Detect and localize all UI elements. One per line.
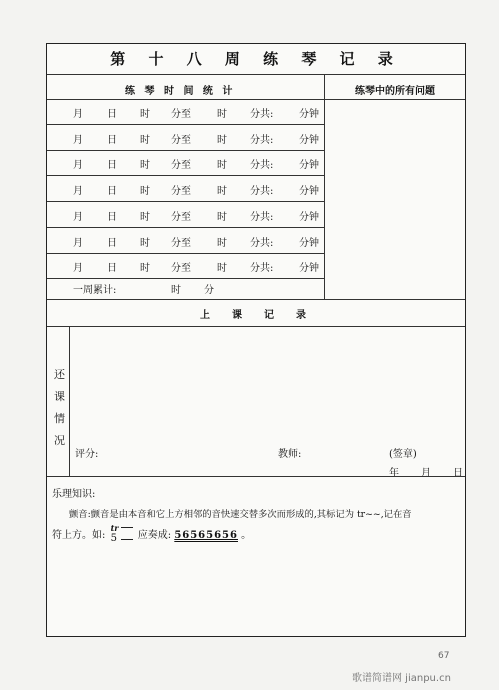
practice-row-hour: 时 [140,186,150,198]
practice-row-hour2: 时 [217,160,227,172]
practice-row-day: 日 [107,186,117,198]
practice-row-hour2: 时 [217,237,227,249]
lesson-side-char: 况 [54,434,65,447]
theory-line-2-start: 符上方。如: [52,530,106,541]
date-month: 月 [421,468,431,479]
theory-heading: 乐理知识: [52,489,96,500]
practice-row-from: 分至 [171,109,191,120]
practice-row-day: 日 [107,211,117,223]
practice-row-from: 分至 [171,211,191,223]
column-divider [324,74,325,299]
practice-row-total: 分共: [250,160,274,172]
practice-problems-header: 练琴中的所有问题 [355,86,435,97]
practice-row [47,99,323,124]
practice-row-hour2: 时 [217,186,227,198]
lesson-side-divider [69,326,70,476]
practice-row-hour: 时 [140,211,150,223]
date-day: 日 [453,468,463,479]
practice-row-month: 月 [73,237,83,249]
lesson-side-char: 课 [54,390,65,403]
practice-row [47,202,323,227]
practice-row-total: 分共: [250,237,274,249]
lesson-side-char: 还 [54,368,65,381]
practice-row-day: 日 [107,160,117,172]
signature-label: (签章) [389,449,417,460]
practice-row-hour2: 时 [217,211,227,223]
practice-row-from: 分至 [171,263,191,275]
practice-row-hour: 时 [140,160,150,172]
practice-row-minute: 分钟 [299,237,319,249]
practice-row-total: 分共: [250,263,274,275]
weekly-total-label: 一周累计: [73,285,117,296]
row-divider [47,278,324,279]
practice-row-minute: 分钟 [299,160,319,172]
trill-mark: tr [110,522,119,533]
practice-row-hour2: 时 [217,134,227,146]
practice-row [47,253,323,278]
practice-time-header: 练 琴 时 间 统 计 [125,86,236,97]
practice-row-month: 月 [73,263,83,275]
practice-row [47,125,323,150]
practice-row-minute: 分钟 [299,263,319,275]
page-number: 67 [438,651,450,661]
trill-wave [121,527,133,528]
practice-row-from: 分至 [171,134,191,146]
practice-row-total: 分共: [250,109,274,120]
lesson-record-header: 上 课 记 录 [200,310,312,321]
weekly-total-hour: 时 [171,285,181,296]
practice-row-minute: 分钟 [299,109,319,120]
practice-row-hour: 时 [140,237,150,249]
practice-row-minute: 分钟 [299,211,319,223]
practice-row-month: 月 [73,186,83,198]
lesson-side-char: 情 [54,412,65,425]
practice-row-month: 月 [73,211,83,223]
theory-line-2-middle: 应奏成: [137,530,172,541]
trill-played-as: 56565656 [174,530,238,541]
practice-row-day: 日 [107,134,117,146]
watermark: 歌谱简谱网 jianpu.cn [352,673,451,684]
practice-row [47,176,323,201]
date-year: 年 [389,468,399,479]
practice-row-total: 分共: [250,186,274,198]
practice-row-month: 月 [73,134,83,146]
practice-row-total: 分共: [250,211,274,223]
practice-row-total: 分共: [250,134,274,146]
divider [47,299,465,300]
trill-note: 5 [110,532,117,544]
note-extension [121,539,133,540]
practice-row-hour2: 时 [217,263,227,275]
practice-row-from: 分至 [171,186,191,198]
practice-row-from: 分至 [171,237,191,249]
practice-row-day: 日 [107,237,117,249]
practice-row-day: 日 [107,109,117,120]
practice-row-minute: 分钟 [299,134,319,146]
theory-line-2-end: 。 [241,530,252,541]
practice-row-minute: 分钟 [299,186,319,198]
practice-row [47,228,323,253]
divider [47,74,465,75]
teacher-label: 教师: [278,449,302,460]
divider [47,476,465,477]
theory-line-1: 颤音:颤音是由本音和它上方相邻的音快速交替多次而形成的,其标记为 tr~~,记在音 [69,509,412,520]
practice-record-form [46,43,466,637]
score-label: 评分: [75,449,99,460]
practice-row-from: 分至 [171,160,191,172]
divider [47,326,465,327]
practice-row-day: 日 [107,263,117,275]
practice-row-month: 月 [73,160,83,172]
trill-example [109,522,135,544]
practice-row [47,150,323,175]
practice-row-hour: 时 [140,109,150,120]
practice-row-hour: 时 [140,134,150,146]
theory-line-2 [52,522,252,544]
page-title: 第 十 八 周 练 琴 记 录 [110,50,402,68]
practice-row-hour: 时 [140,263,150,275]
practice-row-month: 月 [73,109,83,120]
practice-row-hour2: 时 [217,109,227,120]
weekly-total-minute: 分 [204,285,214,296]
